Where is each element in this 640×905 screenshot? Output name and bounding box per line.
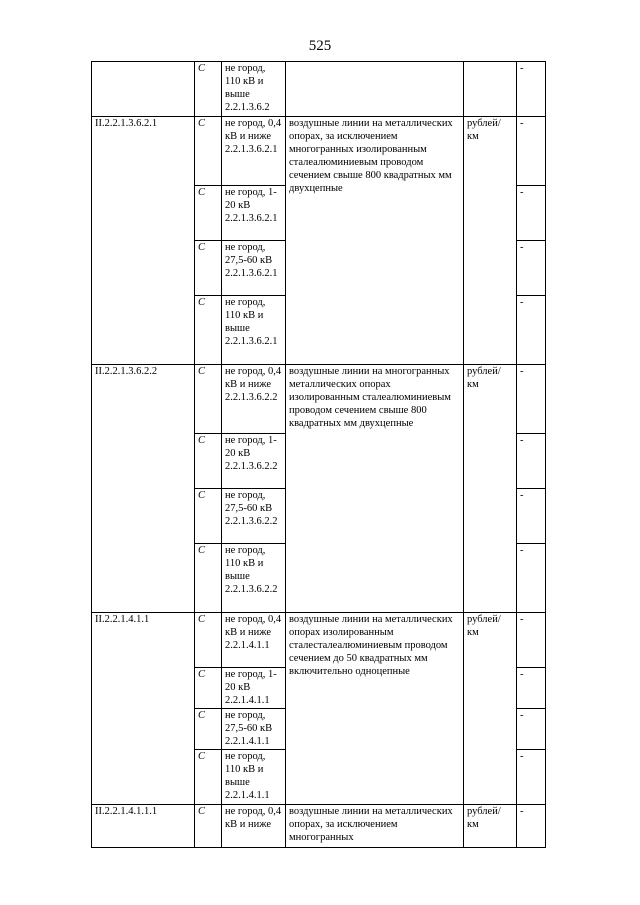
voltage-category: не город, 0,4 кВ и ниже 2.2.1.3.6.2.1 bbox=[222, 117, 286, 186]
line-description bbox=[286, 62, 464, 117]
c-marker: С bbox=[195, 805, 222, 848]
c-marker: С bbox=[195, 62, 222, 117]
unit bbox=[464, 62, 517, 117]
voltage-category: не город, 27,5-60 кВ 2.2.1.3.6.2.1 bbox=[222, 241, 286, 296]
rate-value: - bbox=[517, 613, 546, 668]
voltage-category: не город, 0,4 кВ и ниже bbox=[222, 805, 286, 848]
voltage-category: не город, 1-20 кВ 2.2.1.3.6.2.2 bbox=[222, 434, 286, 489]
rate-value: - bbox=[517, 489, 546, 544]
table-row bbox=[92, 365, 546, 434]
voltage-category: не город, 27,5-60 кВ 2.2.1.4.1.1 bbox=[222, 709, 286, 750]
rate-value: - bbox=[517, 117, 546, 186]
c-marker: С bbox=[195, 186, 222, 241]
rate-value: - bbox=[517, 805, 546, 848]
c-marker: С bbox=[195, 613, 222, 668]
rate-value: - bbox=[517, 296, 546, 365]
line-description: воздушные линии на металлических опорах, за исключением многогранных bbox=[286, 805, 464, 848]
c-marker: С bbox=[195, 434, 222, 489]
line-description: воздушные линии на металлических опорах изолированным сталесталеалюминиевым проводом сечением до 50 квадратных мм включительно одноцепные bbox=[286, 613, 464, 805]
voltage-category: не город, 110 кВ и выше 2.2.1.3.6.2.2 bbox=[222, 544, 286, 613]
line-description: воздушные линии на металлических опорах, за исключением многогранных изолированным сталеалюминиевым проводом сечением свыше 800 квадратных мм двухцепные bbox=[286, 117, 464, 365]
voltage-category: не город, 1-20 кВ 2.2.1.4.1.1 bbox=[222, 668, 286, 709]
c-marker: С bbox=[195, 365, 222, 434]
c-marker: С bbox=[195, 709, 222, 750]
c-marker: С bbox=[195, 296, 222, 365]
rate-value: - bbox=[517, 544, 546, 613]
rate-value: - bbox=[517, 241, 546, 296]
table-row bbox=[92, 62, 546, 117]
c-marker: С bbox=[195, 668, 222, 709]
table-row bbox=[92, 805, 546, 848]
table-row bbox=[92, 613, 546, 668]
item-code: II.2.2.1.4.1.1.1 bbox=[92, 805, 195, 848]
unit: рублей/ км bbox=[464, 805, 517, 848]
c-marker: С bbox=[195, 544, 222, 613]
table-row bbox=[92, 117, 546, 186]
item-code bbox=[92, 62, 195, 117]
c-marker: С bbox=[195, 489, 222, 544]
page-number: 525 bbox=[308, 38, 332, 54]
rate-value: - bbox=[517, 750, 546, 805]
item-code: II.2.2.1.4.1.1 bbox=[92, 613, 195, 805]
rate-value: - bbox=[517, 365, 546, 434]
unit: рублей/ км bbox=[464, 613, 517, 805]
rate-value: - bbox=[517, 62, 546, 117]
rate-value: - bbox=[517, 186, 546, 241]
voltage-category: не город, 27,5-60 кВ 2.2.1.3.6.2.2 bbox=[222, 489, 286, 544]
unit: рублей/ км bbox=[464, 365, 517, 613]
voltage-category: не город, 1-20 кВ 2.2.1.3.6.2.1 bbox=[222, 186, 286, 241]
voltage-category: не город, 0,4 кВ и ниже 2.2.1.3.6.2.2 bbox=[222, 365, 286, 434]
voltage-category: не город, 110 кВ и выше 2.2.1.4.1.1 bbox=[222, 750, 286, 805]
line-description: воздушные линии на многогранных металлических опорах изолированным сталеалюминиевым проводом сечением свыше 800 квадратных мм двухцепные bbox=[286, 365, 464, 613]
tariff-table bbox=[91, 61, 546, 848]
voltage-category: не город, 110 кВ и выше 2.2.1.3.6.2 bbox=[222, 62, 286, 117]
c-marker: С bbox=[195, 241, 222, 296]
c-marker: С bbox=[195, 117, 222, 186]
voltage-category: не город, 0,4 кВ и ниже 2.2.1.4.1.1 bbox=[222, 613, 286, 668]
item-code: II.2.2.1.3.6.2.2 bbox=[92, 365, 195, 613]
rate-value: - bbox=[517, 709, 546, 750]
c-marker: С bbox=[195, 750, 222, 805]
rate-value: - bbox=[517, 434, 546, 489]
item-code: II.2.2.1.3.6.2.1 bbox=[92, 117, 195, 365]
voltage-category: не город, 110 кВ и выше 2.2.1.3.6.2.1 bbox=[222, 296, 286, 365]
unit: рублей/ км bbox=[464, 117, 517, 365]
rate-value: - bbox=[517, 668, 546, 709]
